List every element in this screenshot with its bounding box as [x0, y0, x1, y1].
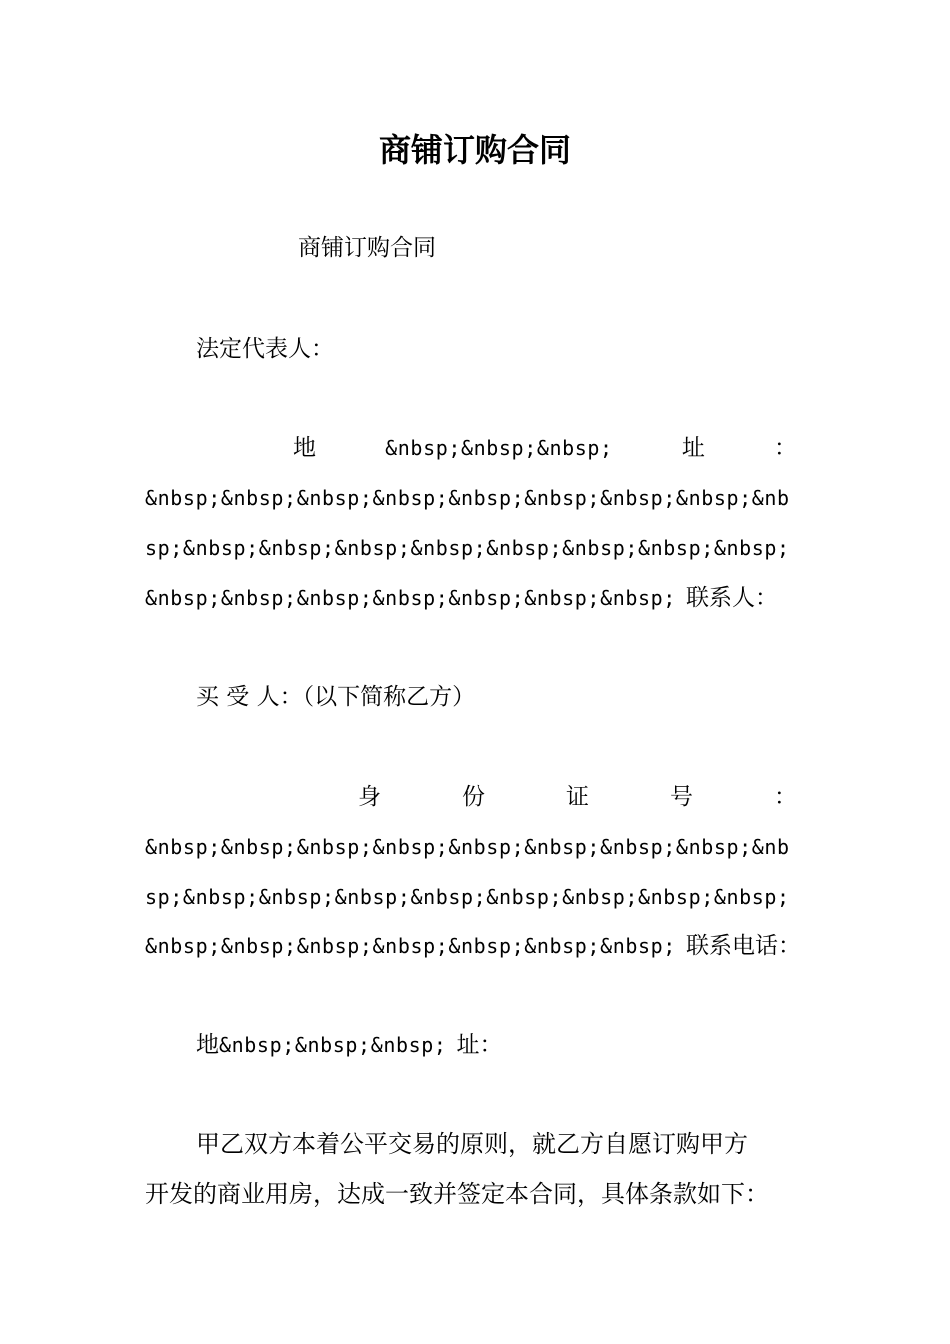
buyer-address-char-2: 址： [456, 1032, 503, 1058]
seller-contact-line [145, 573, 778, 623]
seller-address-char-1: 地 [293, 435, 316, 461]
id-number-line-2: &nbsp;&nbsp;&nbsp;&nbsp;&nbsp;&nbsp;&nbsp;&nbsp;&nb [145, 835, 790, 859]
buyer-address-char-1: 地 [196, 1032, 219, 1058]
id-number-char-1: 身 [358, 784, 381, 810]
seller-address-row [293, 423, 797, 473]
intro-paragraph-line-2: 开发的商业用房，达成一致并签定本合同，具体条款如下： [145, 1180, 769, 1208]
buyer-address-line [196, 1020, 503, 1070]
buyer-phone-label: 联系电话： [685, 933, 801, 959]
seller-address-nbsp: &nbsp;&nbsp;&nbsp; [385, 436, 613, 460]
subtitle: 商铺订购合同 [298, 235, 436, 261]
intro-paragraph-line-1: 甲乙双方本着公平交易的原则，就乙方自愿订购甲方 [196, 1130, 748, 1158]
document-title: 商铺订购合同 [378, 131, 571, 169]
seller-address-line-2: &nbsp;&nbsp;&nbsp;&nbsp;&nbsp;&nbsp;&nbsp;&nbsp;&nb [145, 486, 790, 510]
buyer-label: 买 受 人：（以下简称乙方） [196, 684, 476, 710]
id-number-line-3: sp;&nbsp;&nbsp;&nbsp;&nbsp;&nbsp;&nbsp;&nbsp;&nbsp; [145, 885, 790, 909]
buyer-address-nbsp: &nbsp;&nbsp;&nbsp; [219, 1033, 447, 1057]
id-number-colon: ： [774, 784, 797, 810]
buyer-phone-line [145, 921, 801, 971]
id-number-char-3: 证 [566, 784, 589, 810]
seller-address-line-3: sp;&nbsp;&nbsp;&nbsp;&nbsp;&nbsp;&nbsp;&nbsp;&nbsp; [145, 536, 790, 560]
seller-address-colon: ： [773, 435, 797, 461]
seller-contact-label: 联系人： [685, 585, 778, 611]
legal-representative-label: 法定代表人： [196, 336, 334, 362]
seller-contact-nbsp: &nbsp;&nbsp;&nbsp;&nbsp;&nbsp;&nbsp;&nbsp; [145, 586, 676, 610]
buyer-phone-nbsp: &nbsp;&nbsp;&nbsp;&nbsp;&nbsp;&nbsp;&nbsp; [145, 934, 676, 958]
id-number-row [358, 772, 797, 822]
seller-address-char-2: 址 [681, 435, 705, 461]
id-number-char-2: 份 [462, 784, 485, 810]
id-number-char-4: 号 [670, 784, 693, 810]
